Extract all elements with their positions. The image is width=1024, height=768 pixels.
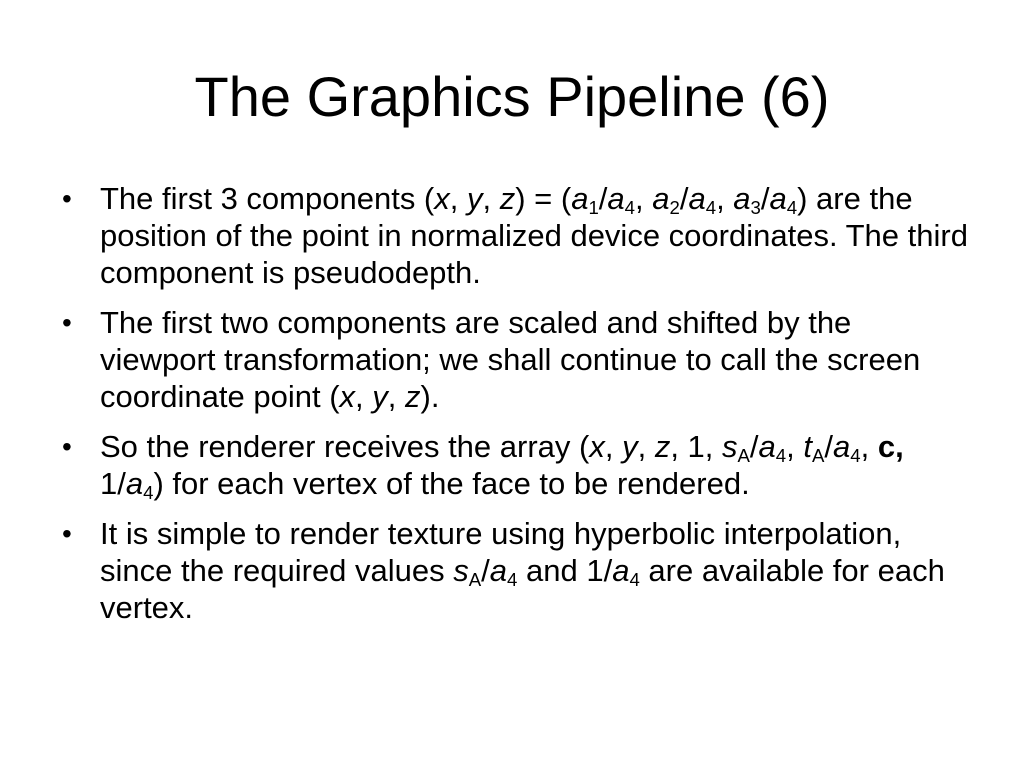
italic-math-symbol: x	[434, 181, 450, 216]
text-run: /	[760, 181, 770, 216]
subscript-text: 4	[786, 197, 798, 219]
text-run: and 1/	[517, 553, 613, 588]
italic-math-symbol: y	[466, 181, 483, 216]
italic-math-symbol: a	[125, 466, 144, 501]
italic-math-symbol: a	[758, 429, 776, 464]
bullet-marker: •	[62, 307, 72, 338]
slide-title: The Graphics Pipeline (6)	[194, 65, 830, 128]
text-run: /	[481, 553, 490, 588]
text-run: ,	[482, 181, 500, 216]
bullet-item	[60, 515, 970, 626]
text-run: The first two components are scaled and shifted by the viewport transformation; we shall continue to call the screen coordinate point (	[100, 305, 921, 414]
text-run: /	[598, 181, 608, 216]
subscript-text: 4	[705, 197, 717, 219]
bullet-item	[60, 304, 970, 415]
italic-math-symbol: a	[489, 553, 508, 588]
italic-math-symbol: a	[769, 181, 787, 216]
text-run: /	[824, 429, 834, 464]
subscript-text: 4	[143, 482, 154, 504]
text-run: ,	[635, 181, 653, 216]
subscript-text: 1	[588, 197, 599, 219]
subscript-text: 4	[850, 445, 861, 467]
bullet-list	[60, 180, 970, 639]
italic-math-symbol: a	[733, 181, 751, 216]
text-run: ) are the position of the point in normalized device coordinates. The third component is pseudodepth.	[100, 181, 968, 290]
text-run: /	[749, 429, 759, 464]
italic-math-symbol: a	[571, 181, 589, 216]
text-run: /	[679, 181, 689, 216]
text-run: ,	[860, 429, 878, 464]
subscript-text: 4	[507, 569, 518, 591]
text-run: ) for each vertex of the face to be rendered.	[153, 466, 750, 501]
text-run: ,	[387, 379, 406, 414]
subscript-text: 4	[775, 445, 787, 467]
italic-math-symbol: s	[722, 429, 738, 464]
italic-math-symbol: a	[652, 181, 670, 216]
bullet-text	[100, 428, 970, 502]
italic-math-symbol: z	[405, 379, 421, 414]
bullet-marker: •	[62, 431, 72, 462]
text-run: are available for each vertex.	[100, 553, 945, 625]
text-run: ,	[786, 429, 804, 464]
italic-math-symbol: x	[339, 379, 356, 414]
italic-math-symbol: a	[688, 181, 706, 216]
italic-math-symbol: t	[803, 429, 812, 464]
subscript-text: 3	[750, 197, 761, 219]
bullet-text	[100, 180, 970, 291]
subscript-text: 4	[624, 197, 636, 219]
text-run: ) = (	[515, 181, 572, 216]
text-run: So the renderer receives the array (	[100, 429, 590, 464]
text-run: It is simple to render texture using hyperbolic interpolation, since the required values	[100, 516, 902, 588]
text-run: 1/	[100, 466, 126, 501]
bold-text: c,	[877, 429, 904, 464]
italic-math-symbol: x	[589, 429, 605, 464]
bullet-marker: •	[62, 183, 72, 214]
text-run: ,	[716, 181, 734, 216]
text-run: , 1,	[670, 429, 723, 464]
subscript-text: A	[468, 569, 482, 591]
bullet-item	[60, 428, 970, 502]
italic-math-symbol: a	[833, 429, 851, 464]
bullet-item	[60, 180, 970, 291]
text-run: ).	[420, 379, 440, 414]
italic-math-symbol: a	[612, 553, 630, 588]
subscript-text: 4	[629, 569, 640, 591]
text-run: ,	[637, 429, 655, 464]
bullet-text	[100, 304, 970, 415]
bullet-text	[100, 515, 970, 626]
bullet-marker: •	[62, 518, 72, 549]
text-run: ,	[355, 379, 373, 414]
text-run: The first 3 components (	[100, 181, 435, 216]
italic-math-symbol: s	[453, 553, 469, 588]
text-run: ,	[604, 429, 623, 464]
italic-math-symbol: z	[499, 181, 516, 216]
italic-math-symbol: y	[372, 379, 388, 414]
subscript-text: 2	[669, 197, 680, 219]
italic-math-symbol: z	[654, 429, 671, 464]
italic-math-symbol: a	[607, 181, 625, 216]
text-run: ,	[449, 181, 467, 216]
italic-math-symbol: y	[622, 429, 638, 464]
subscript-text: A	[737, 445, 750, 467]
subscript-text: A	[812, 445, 825, 467]
